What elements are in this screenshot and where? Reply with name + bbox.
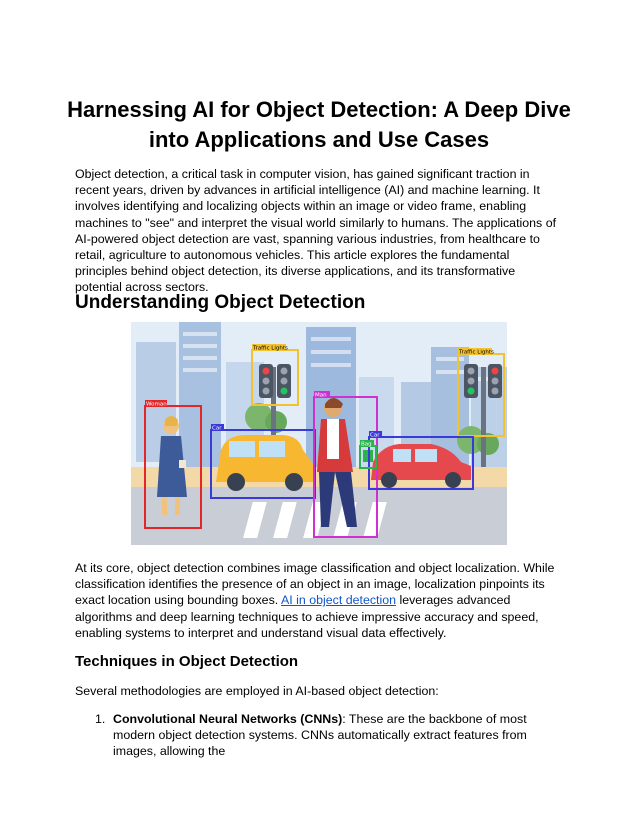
techniques-subheading: Techniques in Object Detection	[75, 653, 299, 670]
label-car-right: Car	[370, 432, 380, 439]
section-heading: Understanding Object Detection	[75, 292, 366, 313]
body-paragraph	[75, 560, 565, 641]
label-traffic-lights-left: Traffic Lights	[253, 345, 288, 352]
label-bag: Bag	[361, 441, 372, 448]
list-item-term: Convolutional Neural Networks (CNNs)	[113, 712, 343, 726]
body-text-before-link: At its core, object detection combines image classification and object localization. While classification identifies the presence of an object in an image, localization pinpoints its exact location using bounding boxes.	[75, 561, 555, 608]
list-item-body	[113, 711, 565, 760]
page-title: Harnessing AI for Object Detection: A Deep Dive into Applications and Use Cases	[67, 97, 571, 152]
lead-in-paragraph: Several methodologies are employed in AI-based object detection:	[75, 684, 439, 698]
ai-object-detection-link[interactable]: AI in object detection	[280, 593, 397, 608]
label-traffic-lights-right: Traffic Lights	[459, 349, 494, 356]
label-car-left: Car	[212, 425, 222, 432]
label-woman: Woman	[146, 401, 167, 408]
list-item-text: : These are the backbone of most modern object detection systems. CNNs automatically extract features from images, allowing the	[113, 712, 527, 759]
object-detection-illustration	[131, 322, 507, 545]
traffic-light-pole-right	[481, 367, 486, 467]
label-man: Man	[315, 392, 327, 399]
list-item-number: 1.	[95, 712, 106, 726]
body-text-after-link: leverages advanced algorithms and deep learning techniques to achieve impressive accuracy and speed, enabling systems to interpret and understand visual data effectively.	[75, 593, 539, 640]
intro-paragraph: Object detection, a critical task in computer vision, has gained significant traction in recent years, driven by advances in artificial intelligence (AI) and machine learning. It involves identifying and localizing objects within an image or video frame, enabling machines to "see" and interpret the visual world similarly to humans. The applications of AI-powered object detection are vast, spanning various industries, from healthcare to retail, agriculture to autonomous vehicles. This article explores the fundamental principles behind object detection, its diverse applications, and its transformative potential across sectors.	[75, 167, 557, 295]
